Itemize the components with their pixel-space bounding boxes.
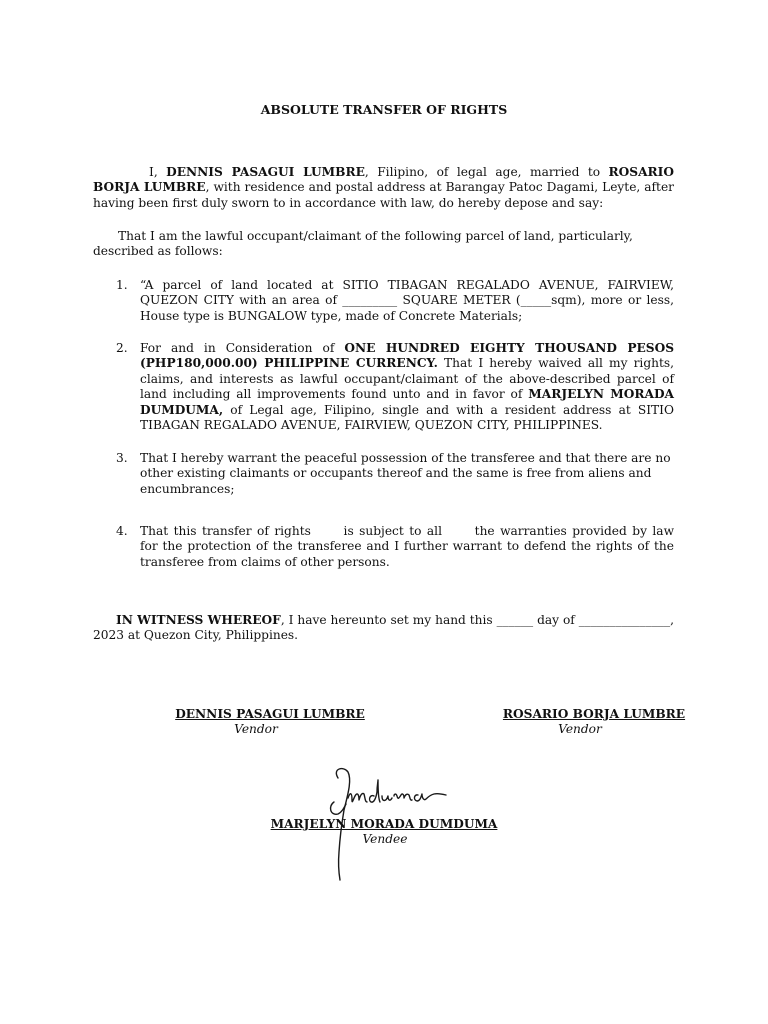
list-number: 2. [116, 341, 128, 355]
list-item-text: That this transfer of rights is subject to all the warranties provided by law for the protection of the transferee and I further warrant to defend the rights of the transferee from claims of other persons. [140, 524, 698, 569]
witness-paragraph [93, 613, 674, 644]
vendee-name-bold: MARJELYN MORADA DUMDUMA, [140, 387, 674, 417]
witness-text: , I have hereunto set my hand this ______ day of _______________, 2023 at Quezon City, Philippines. [93, 613, 674, 643]
signatory-vendor-1 [160, 707, 380, 738]
intro-paragraph [93, 165, 674, 211]
list-item-text [140, 341, 674, 433]
document-title: ABSOLUTE TRANSFER OF RIGHTS [260, 102, 508, 117]
consideration-amount-bold: ONE HUNDRED EIGHTY THOUSAND PESOS (PHP180,000.00) PHILIPPINE CURRENCY. [140, 341, 675, 371]
spouse-name-bold: ROSARIO BORJA LUMBRE [93, 165, 674, 195]
signatory-role: Vendor [234, 722, 278, 737]
signatory-name: ROSARIO BORJA LUMBRE [502, 707, 686, 721]
consideration-text-2: That I hereby waived all my rights, claims, and interests as lawful occupant/claimant of the above-described parcel of land including all improvements found unto and in favor of [140, 356, 674, 402]
list-number: 1. [116, 278, 128, 292]
signatory-name: DENNIS PASAGUI LUMBRE [175, 707, 365, 721]
occupant-paragraph: That I am the lawful occupant/claimant of the following parcel of land, particularly, described as follows: [93, 229, 633, 259]
consideration-text-3: of Legal age, Filipino, single and with a resident address at SITIO TIBAGAN REGALADO AVENUE, FAIRVIEW, QUEZON CITY, PHILIPPINES. [140, 402, 674, 433]
list-number: 4. [116, 524, 128, 538]
intro-text-1: I, [149, 165, 167, 179]
list-item-text: “A parcel of land located at SITIO TIBAGAN REGALADO AVENUE, FAIRVIEW, QUEZON CITY with an area of _________ SQUARE METER (_____sqm), more or less, House type is BUNGALOW type, made of Concrete Materials; [140, 278, 674, 323]
list-item-text: That I hereby warrant the peaceful possession of the transferee and that there are no other existing claimants or occupants thereof and the same is free from aliens and encumbrances; [140, 451, 671, 496]
signatory-role: Vendor [558, 722, 602, 737]
intro-text-3: , with residence and postal address at Barangay Patoc Dagami, Leyte, after having been first duly sworn to in accordance with law, do hereby depose and say: [93, 180, 674, 210]
consideration-text-1: For and in Consideration of [140, 341, 345, 355]
witness-heading-bold: IN WITNESS WHEREOF [116, 613, 281, 627]
signatory-name: MARJELYN MORADA DUMDUMA [270, 817, 498, 831]
intro-text-2: , Filipino, of legal age, married to [364, 165, 609, 179]
list-number: 3. [116, 451, 128, 465]
signatory-vendor-2 [485, 707, 703, 738]
vendor-name-bold: DENNIS PASAGUI LUMBRE [166, 165, 365, 179]
signatory-vendee [254, 817, 514, 848]
signatory-role: Vendee [362, 832, 408, 847]
